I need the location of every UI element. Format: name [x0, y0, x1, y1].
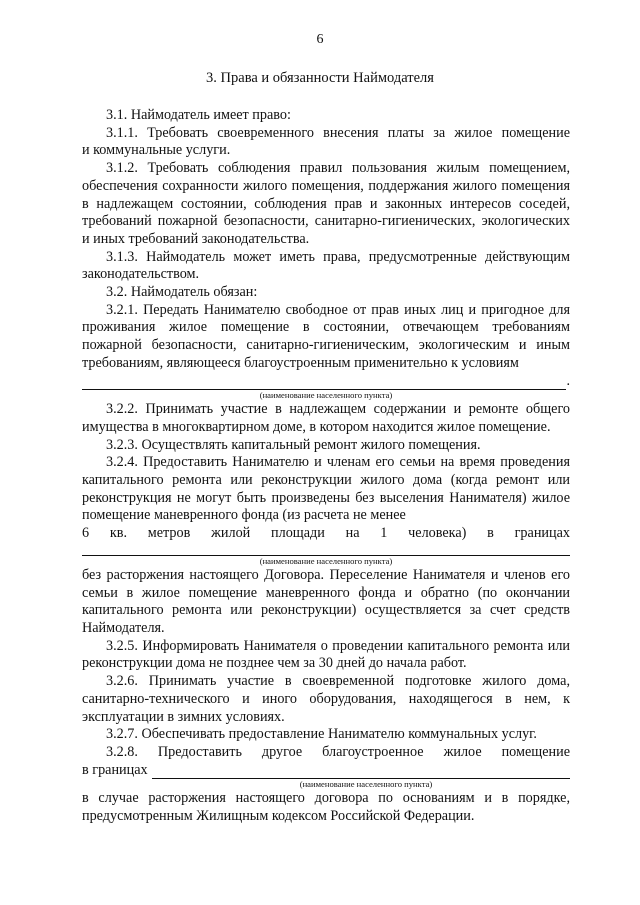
paragraph-3-2-5: 3.2.5. Информировать Нанимателя о проведении капитального ремонта или реконструкции дома не позднее чем за 30 дней до начала работ. — [82, 637, 570, 672]
paragraph-3-1-1: 3.1.1. Требовать своевременного внесения платы за жилое помещение — [106, 124, 570, 141]
paragraph-3-2-3: 3.2.3. Осуществлять капитальный ремонт жилого помещения. — [106, 436, 481, 453]
in-bounds-label: в границах — [82, 761, 148, 778]
paragraph-3-1: 3.1. Наймодатель имеет право: — [106, 107, 291, 123]
blank-caption: (наименование населенного пункта) — [259, 390, 393, 401]
page-number: 6 — [316, 32, 324, 47]
paragraph-3-2-4: 3.2.4. Предоставить Нанимателю и членам его семьи на время проведения капитального ремонта или реконструкции жилого дома (когда ремонт или реконструкция не могут быть произведены без выселения Нанимателя) жилое помещение маневренного фонда (из расчета не менее — [82, 454, 570, 524]
locality-blank-3 — [82, 762, 570, 780]
paragraph-3-2-2: 3.2.2. Принимать участие в надлежащем содержании и ремонте общего имущества в многоквартирном доме, в котором находится жилое помещение. — [82, 401, 570, 435]
document-body — [82, 107, 570, 826]
paragraph-3-1-2: 3.1.2. Требовать соблюдения правил пользования жилым помещением, обеспечения сохранности жилого помещения, поддержания жилого помещения в надлежащем состоянии, соблюдения прав и законных интересов соседей, требований пожарной безопасности, санитарно-гигиенических, экологических и иных требований законодательства. — [82, 160, 570, 247]
blank-caption: (наименование населенного пункта) — [299, 779, 433, 790]
paragraph-3-1-3: 3.1.3. Наймодатель может иметь права, предусмотренные действующим законодательством. — [82, 248, 570, 283]
blank-line — [152, 766, 570, 779]
locality-blank-1 — [82, 373, 570, 391]
blank-caption: (наименование населенного пункта) — [259, 555, 393, 566]
paragraph-3-2-4-line: 6 кв. метров жилой площади на 1 человека) в границах — [82, 525, 570, 542]
paragraph-3-2-1: 3.2.1. Передать Нанимателю свободное от прав иных лиц и пригодное для проживания жилое помещение в состоянии, отвечающем требованиям пожарной безопасности, санитарно-гигиеническим, экологическим и иным требованиям, являющееся благоустроенным применительно к условиям — [82, 301, 570, 371]
paragraph-3-2-4-cont: без расторжения настоящего Договора. Переселение Нанимателя и членов его семьи в жилое помещение маневренного фонда и обратно (по окончании капитального ремонта или реконструкции) осуществляется за счет средств Наймодателя. — [82, 566, 570, 636]
paragraph-3-2-6: 3.2.6. Принимать участие в своевременной подготовке жилого дома, санитарно-технического и иного оборудования, находящегося в нем, к эксплуатации в зимних условиях. — [82, 673, 570, 725]
period: . — [566, 372, 570, 389]
blank-line — [82, 377, 566, 390]
paragraph-3-2-7: 3.2.7. Обеспечивать предоставление Нанимателю коммунальных услуг. — [106, 726, 537, 743]
section-title: 3. Права и обязанности Наймодателя — [206, 70, 434, 86]
locality-blank-2 — [82, 545, 570, 556]
paragraph-3-2-8: 3.2.8. Предоставить другое благоустроенное жилое помещение — [106, 743, 570, 760]
paragraph-3-2: 3.2. Наймодатель обязан: — [106, 284, 258, 301]
paragraph-3-1-1-cont: и коммунальные услуги. — [82, 142, 231, 159]
paragraph-3-2-8-cont: в случае расторжения настоящего договора по основаниям и в порядке, предусмотренным Жилищным кодексом Российской Федерации. — [82, 790, 570, 825]
